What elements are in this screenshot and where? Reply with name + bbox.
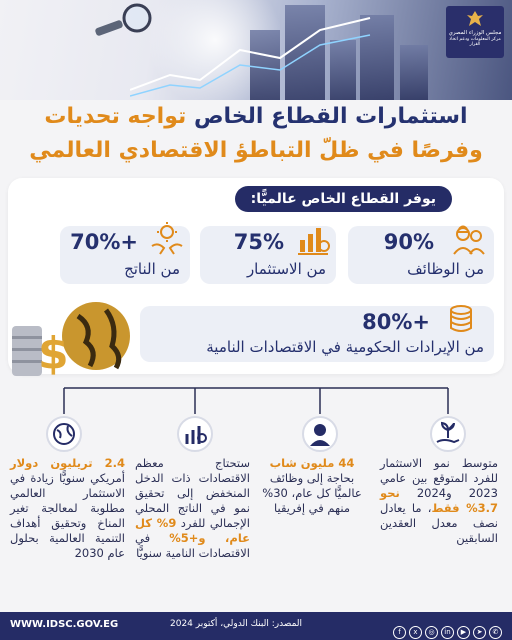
social-links — [390, 619, 502, 639]
footer — [0, 612, 512, 640]
instagram-icon[interactable]: ◎ — [425, 626, 438, 639]
fact-highlight: 44 مليون شاب — [269, 456, 355, 470]
fact-climate-investment — [10, 456, 125, 561]
fact-investment-growth — [380, 456, 498, 546]
workers-icon — [450, 220, 488, 258]
logo-line1: مجلس الوزراء المصري — [448, 30, 502, 36]
fact-highlight: نحو 3.7% فقط — [380, 486, 498, 515]
idsc-logo — [446, 6, 504, 58]
linkedin-icon[interactable]: in — [441, 626, 454, 639]
section-banner: يوفر القطاع الخاص عالميًّا: — [235, 186, 452, 212]
coins-icon — [442, 300, 480, 338]
title-orange: تواجه تحديات — [44, 104, 187, 129]
whatsapp-icon[interactable]: ✆ — [489, 626, 502, 639]
fact-text: أمريكي سنويًّا زيادة في الاستثمار العالمي مطلوبة لمعالجة تغير المناخ وتحقيق أهداف التنمية العالمية بحلول عام 2030 — [10, 471, 125, 560]
stat-value: 90% — [383, 230, 434, 254]
svg-text:$: $ — [38, 328, 69, 379]
stat-label: من الاستثمار — [246, 260, 326, 278]
title-blue: استثمارات القطاع الخاص — [193, 104, 468, 129]
growth-chart-icon — [177, 416, 213, 452]
growth-line-icon — [130, 10, 380, 100]
logo-line2: مركز المعلومات ودعم اتخاذ القرار — [449, 36, 501, 47]
stat-investment — [200, 226, 336, 284]
hero-banner — [0, 0, 512, 100]
fact-text: في الاقتصادات النامية سنويًّا — [135, 531, 250, 560]
fact-gdp-growth — [135, 456, 250, 561]
fact-youth-jobs — [256, 456, 368, 516]
output-icon — [148, 220, 186, 258]
youth-worker-icon — [302, 416, 338, 452]
magnifier-icon — [95, 2, 155, 42]
fact-highlight: 9% كل عام، و+5% — [135, 516, 250, 545]
seedling-hand-icon — [430, 416, 466, 452]
fact-highlight: 2.4 تريليون دولار — [10, 456, 125, 470]
investment-icon — [294, 220, 332, 258]
stat-jobs — [348, 226, 494, 284]
stat-value: 75% — [233, 230, 284, 254]
stat-label: من الناتج — [124, 260, 180, 278]
eagle-emblem-icon — [466, 10, 484, 28]
stat-value: +70% — [70, 230, 138, 254]
stat-revenue — [140, 306, 494, 362]
fact-text: ، ما يعادل نصف معدل العقدين السابقين — [380, 501, 498, 545]
stat-label: من الإيرادات الحكومية في الاقتصادات النامية — [206, 338, 484, 356]
x-icon[interactable]: x — [409, 626, 422, 639]
fact-text: ستحتاج معظم الاقتصادات ذات الدخل المنخفض إلى تحقيق نمو في الناتج المحلي الإجمالي للفرد — [135, 456, 250, 530]
stat-label: من الوظائف — [407, 260, 484, 278]
facebook-icon[interactable]: f — [393, 626, 406, 639]
globe-coins-illustration — [8, 296, 138, 386]
title-line2: وفرصًا في ظلّ التباطؤ الاقتصادي العالمي — [29, 138, 483, 163]
globe-climate-icon — [46, 416, 82, 452]
stat-value: +80% — [362, 310, 430, 334]
page-title — [10, 100, 502, 168]
title-line1 — [44, 104, 467, 129]
stat-output — [60, 226, 190, 284]
youtube-icon[interactable]: ▶ — [457, 626, 470, 639]
source-note: المصدر: البنك الدولي، أكتوبر 2024 — [170, 619, 303, 629]
fact-text: بحاجة إلى وظائف عالميًّا كل عام، 30% منهم في إفريقيا — [262, 471, 362, 515]
telegram-icon[interactable]: ➤ — [473, 626, 486, 639]
fact-text: متوسط نمو الاستثمار للفرد المتوقع بين عامي 2023 و2024 — [380, 456, 498, 500]
building-graphic — [400, 45, 428, 100]
website-link[interactable]: WWW.IDSC.GOV.EG — [10, 619, 119, 630]
